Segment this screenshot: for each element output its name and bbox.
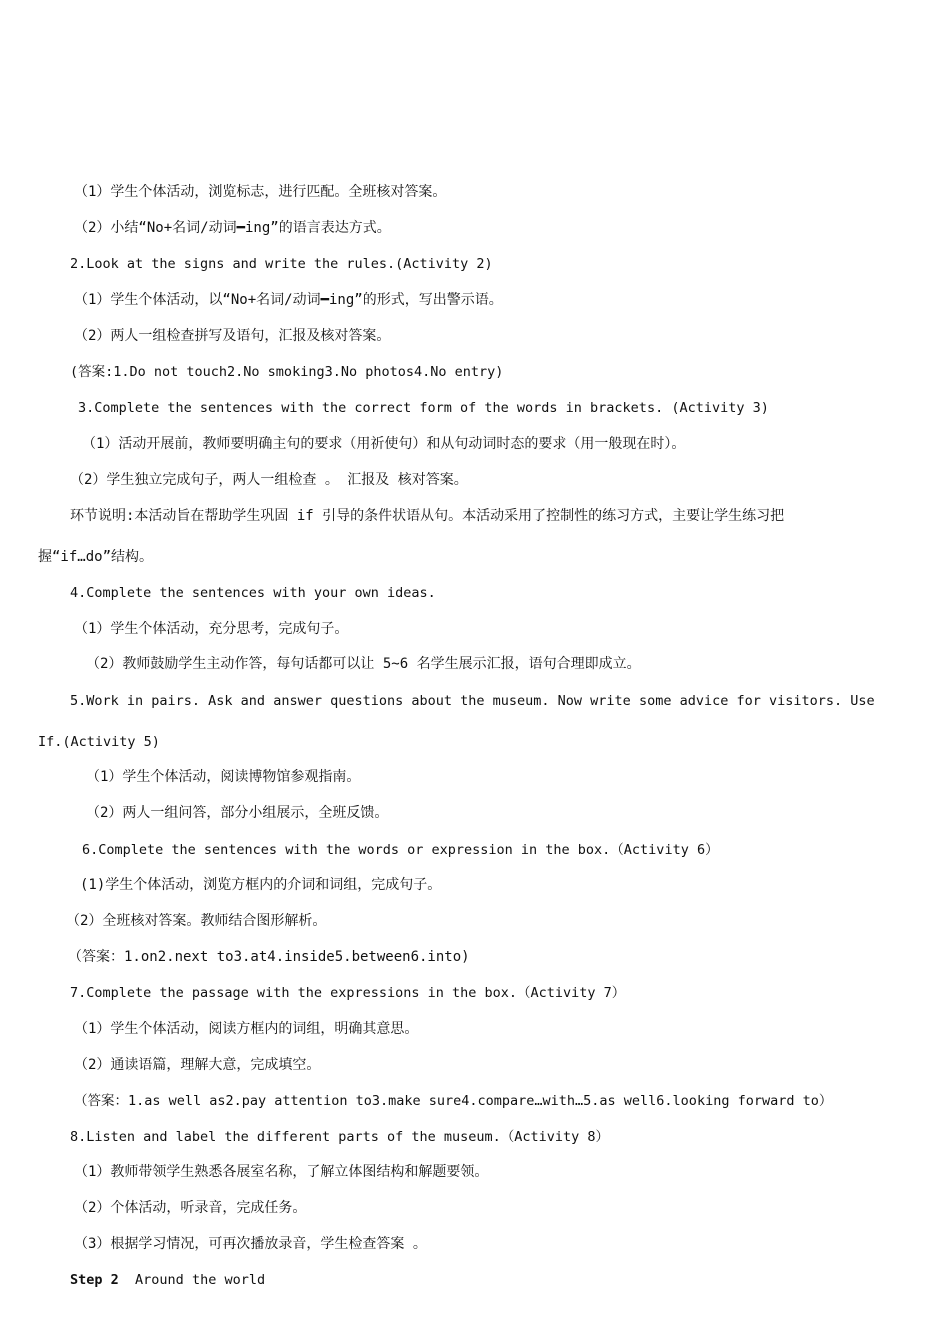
step-title: Around the world [135, 1272, 266, 1288]
text-line: （2）小结“No+名词/动词━ing”的语言表达方式。 [74, 220, 391, 236]
text-line: （1）学生个体活动，充分思考，完成句子。 [74, 621, 349, 637]
text-line: （1）活动开展前，教师要明确主句的要求（用祈使句）和从句动词时态的要求（用一般现在时）。 [82, 436, 686, 452]
text-line: 握“if…do”结构。 [38, 549, 154, 565]
text-line: （2）全班核对答案。教师结合图形解析。 [66, 913, 327, 929]
text-line: 4.Complete the sentences with your own ideas. [70, 585, 436, 601]
text-line: (答案:1.Do not touch2.No smoking3.No photos4.No entry) [70, 364, 504, 380]
text-line: （2）两人一组检查拼写及语句，汇报及核对答案。 [74, 328, 391, 344]
step-label: Step 2 [70, 1272, 119, 1288]
text-line: 2.Look at the signs and write the rules.(Activity 2) [70, 256, 493, 272]
text-line: （2）通读语篇，理解大意，完成填空。 [74, 1057, 321, 1073]
text-line: 3.Complete the sentences with the correct form of the words in brackets. (Activity 3) [78, 400, 769, 416]
text-line: (1)学生个体活动，浏览方框内的介词和词组，完成句子。 [80, 877, 442, 893]
text-line: If.(Activity 5) [38, 734, 160, 750]
text-line: （答案：1.as well as2.pay attention to3.make sure4.compare…with…5.as well6.looking forward to） [74, 1093, 833, 1109]
text-line: （2）个体活动，听录音，完成任务。 [74, 1200, 307, 1216]
text-line: 6.Complete the sentences with the words or expression in the box.（Activity 6） [82, 842, 719, 858]
text-line: （2）两人一组问答，部分小组展示，全班反馈。 [86, 805, 389, 821]
text-line: （1）学生个体活动，阅读方框内的词组，明确其意思。 [74, 1021, 419, 1037]
text-line: 7.Complete the passage with the expressions in the box.（Activity 7） [70, 985, 626, 1001]
text-line: （答案：1.on2.next to3.at4.inside5.between6.into) [68, 949, 470, 965]
text-line: 8.Listen and label the different parts of the museum.（Activity 8） [70, 1129, 610, 1145]
text-line: （1）教师带领学生熟悉各展室名称，了解立体图结构和解题要领。 [74, 1164, 489, 1180]
text-line: （3）根据学习情况，可再次播放录音，学生检查答案 。 [74, 1236, 427, 1252]
text-line: 环节说明:本活动旨在帮助学生巩固 if 引导的条件状语从句。本活动采用了控制性的练习方式，主要让学生练习把 [70, 508, 785, 524]
text-line: （1）学生个体活动，以“No+名词/动词━ing”的形式，写出警示语。 [74, 292, 503, 308]
text-line: （1）学生个体活动，阅读博物馆参观指南。 [86, 769, 361, 785]
text-line: （2）教师鼓励学生主动作答，每句话都可以让 5~6 名学生展示汇报，语句合理即成立。 [86, 656, 641, 672]
text-line: （2）学生独立完成句子，两人一组检查 。 汇报及 核对答案。 [70, 472, 468, 488]
text-line: （1）学生个体活动，浏览标志，进行匹配。全班核对答案。 [74, 184, 447, 200]
text-line: 5.Work in pairs. Ask and answer questions about the museum. Now write some advice for visitors. Use [70, 693, 875, 709]
step-heading [70, 1271, 265, 1289]
